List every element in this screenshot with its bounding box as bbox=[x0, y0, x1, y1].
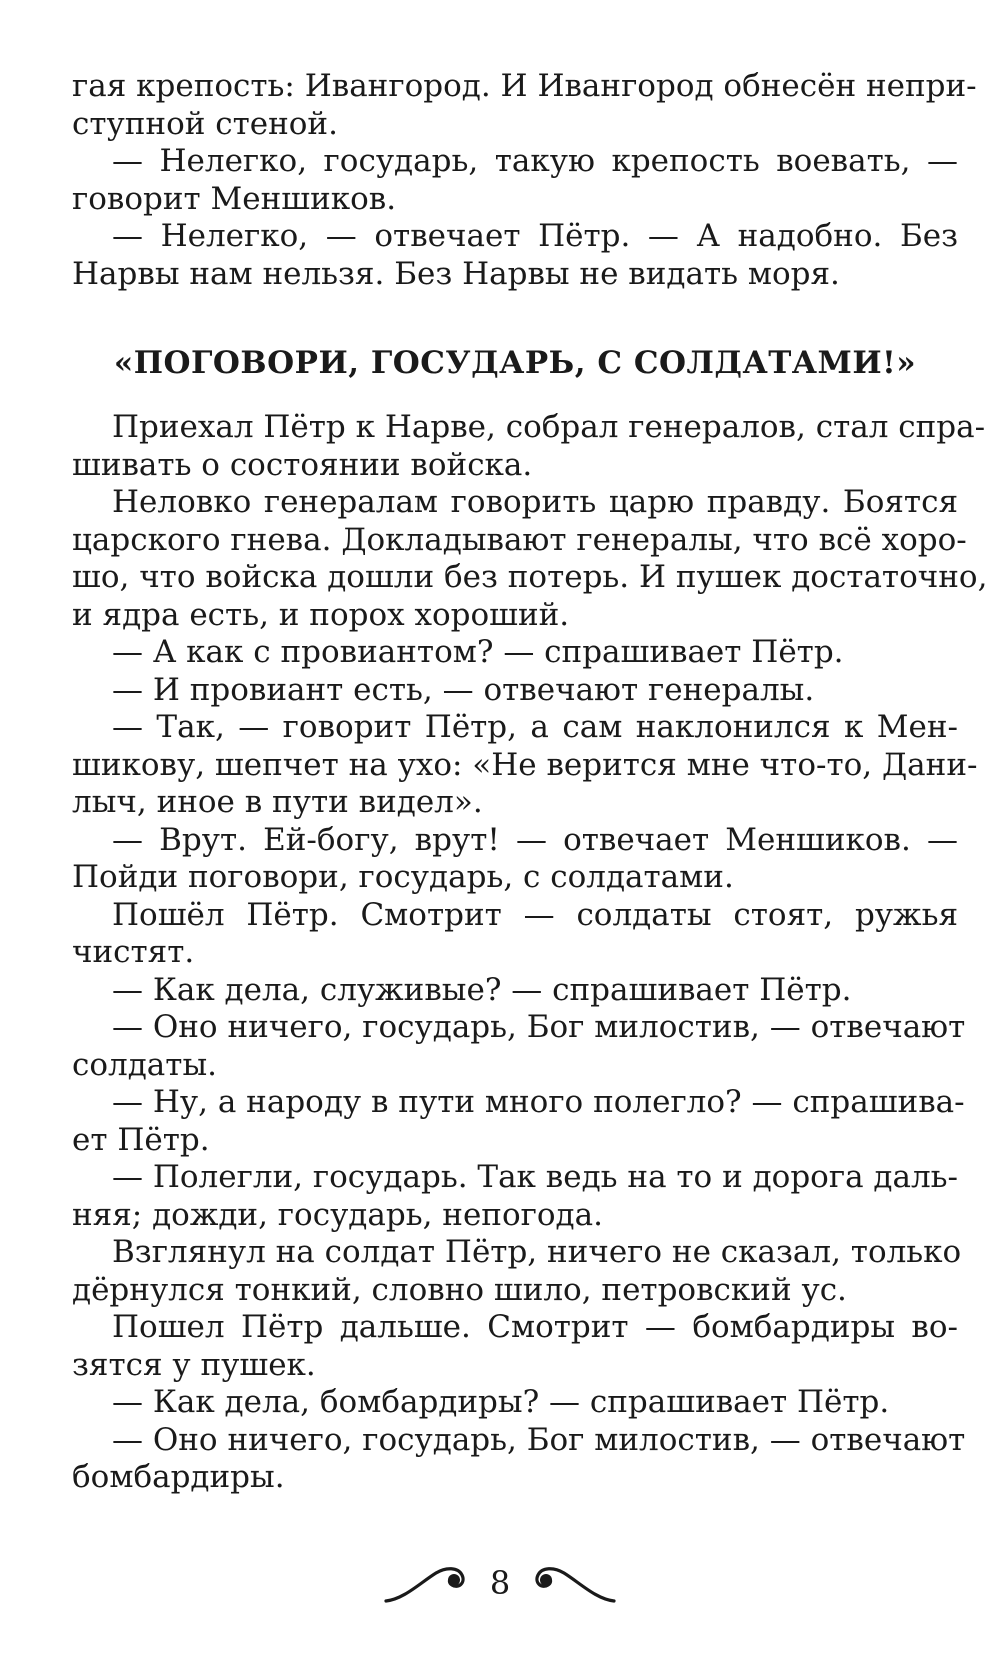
chapter-heading: «ПОГОВОРИ, ГОСУДАРЬ, С СОЛДАТАМИ!» bbox=[113, 345, 917, 381]
text-line: и ядра есть, и порох хороший. bbox=[72, 596, 570, 633]
paragraph bbox=[72, 672, 958, 710]
paragraph bbox=[72, 484, 988, 634]
text-line: Пойди поговори, государь, с солдатами. bbox=[72, 859, 734, 895]
text-line: шивать о состоянии войска. bbox=[72, 446, 533, 483]
text-line: — Оно ничего, государь, Бог милостив, — отвечают bbox=[112, 1009, 966, 1045]
page-footer bbox=[0, 1548, 1000, 1618]
text-line: — Полегли, государь. Так ведь на то и дорога даль- bbox=[112, 1159, 959, 1195]
paragraph bbox=[72, 409, 986, 484]
text-line: зятся у пушек. bbox=[72, 1346, 316, 1383]
text-line: говорит Меншиков. bbox=[72, 180, 397, 217]
chapter-body bbox=[72, 409, 988, 1497]
text-line: — Так, — говорит Пётр, а сам наклонился к Мен- bbox=[112, 709, 958, 745]
text-line: Пошёл Пётр. Смотрит — солдаты стоят, ружья bbox=[112, 896, 958, 933]
text-line: шикову, шепчет на ухо: «Не верится мне что-то, Дани- bbox=[72, 746, 978, 783]
text-line: ет Пётр. bbox=[72, 1121, 210, 1158]
text-line: Неловко генералам говорить царю правду. Боятся bbox=[112, 484, 958, 520]
text-line: — А как с провиантом? — спрашивает Пётр. bbox=[112, 634, 844, 670]
paragraph bbox=[72, 68, 977, 143]
text-line: Нарвы нам нельзя. Без Нарвы не видать моря. bbox=[72, 255, 840, 292]
text-line: няя; дожди, государь, непогода. bbox=[72, 1196, 603, 1233]
paragraph bbox=[72, 1384, 958, 1422]
text-line: Взглянул на солдат Пётр, ничего не сказал, только bbox=[112, 1234, 962, 1270]
text-line: дёрнулся тонкий, словно шило, петровский ус. bbox=[72, 1271, 847, 1308]
paragraph bbox=[72, 1234, 962, 1309]
paragraph bbox=[72, 1309, 958, 1384]
text-line: Пошел Пётр дальше. Смотрит — бомбардиры во- bbox=[112, 1309, 958, 1345]
text-line: — Нелегко, государь, такую крепость воевать, — bbox=[112, 143, 958, 179]
text-line: шо, что войска дошли без потерь. И пушек достаточно, bbox=[72, 559, 988, 595]
text-line: — Как дела, служивые? — спрашивает Пётр. bbox=[112, 971, 852, 1008]
text-line: — И провиант есть, — отвечают генералы. bbox=[112, 671, 815, 708]
paragraph bbox=[72, 218, 958, 293]
text-line: ступной стеной. bbox=[72, 105, 338, 142]
text-line: — Нелегко, — отвечает Пётр. — А надобно. Без bbox=[112, 218, 958, 254]
text-line: солдаты. bbox=[72, 1046, 217, 1083]
paragraph bbox=[72, 1084, 965, 1159]
paragraph bbox=[72, 1421, 966, 1497]
paragraph bbox=[72, 822, 958, 897]
paragraph bbox=[72, 1159, 958, 1234]
text-line: Приехал Пётр к Нарве, собрал генералов, стал спра- bbox=[112, 409, 986, 445]
paragraph bbox=[72, 972, 958, 1010]
text-line: — Врут. Ей-богу, врут! — отвечает Меншиков. — bbox=[112, 821, 958, 858]
text-line: бомбардиры. bbox=[72, 1459, 285, 1495]
text-line: лыч, иное в пути видел». bbox=[72, 784, 483, 820]
text-line: царского гнева. Докладывают генералы, что всё хоро- bbox=[72, 521, 967, 558]
paragraph bbox=[72, 143, 958, 218]
text-line: — Как дела, бомбардиры? — спрашивает Пётр. bbox=[112, 1384, 890, 1420]
page-number: 8 bbox=[489, 1564, 511, 1602]
paragraph bbox=[72, 897, 958, 972]
left-swirl-ornament-icon bbox=[382, 1561, 472, 1605]
text-line: гая крепость: Ивангород. И Ивангород обнесён непри- bbox=[72, 68, 977, 104]
text-line: — Оно ничего, государь, Бог милостив, — отвечают bbox=[112, 1421, 966, 1458]
paragraph bbox=[72, 1009, 966, 1084]
book-page bbox=[72, 68, 988, 1497]
paragraph bbox=[72, 709, 978, 822]
text-line: чистят. bbox=[72, 934, 195, 970]
paragraph bbox=[72, 634, 958, 672]
continued-text bbox=[72, 68, 977, 293]
right-swirl-ornament-icon bbox=[528, 1561, 618, 1605]
text-line: — Ну, а народу в пути много полегло? — спрашива- bbox=[112, 1084, 965, 1120]
